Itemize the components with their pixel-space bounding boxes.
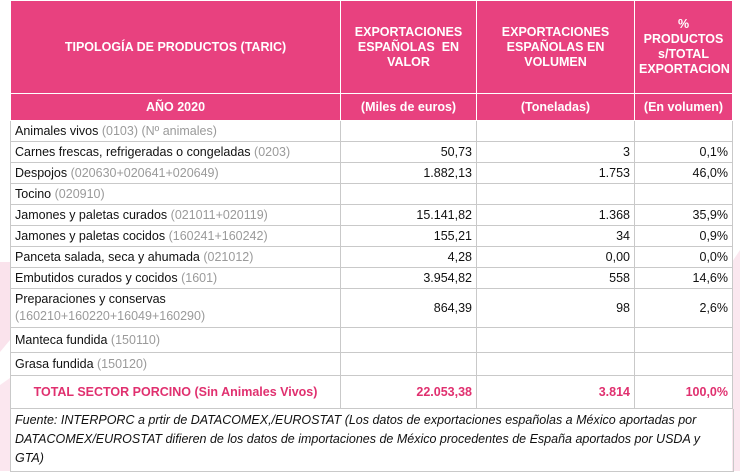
volume-cell [477, 353, 635, 376]
header-unit-value: (Miles de euros) [341, 94, 477, 121]
product-name: Manteca fundida [15, 333, 108, 347]
product-name: Panceta salada, seca y ahumada [15, 250, 200, 264]
volume-cell: 0,00 [477, 247, 635, 268]
volume-cell: 34 [477, 226, 635, 247]
table-row [11, 226, 733, 247]
table-row [11, 163, 733, 184]
product-name: Jamones y paletas cocidos [15, 229, 166, 243]
pct-cell: 46,0% [635, 163, 733, 184]
product-name: Preparaciones y conservas [15, 292, 166, 306]
table-row [11, 328, 733, 353]
value-cell: 155,21 [341, 226, 477, 247]
product-code: (150120) [97, 357, 148, 371]
volume-cell: 1.753 [477, 163, 635, 184]
pct-cell: 35,9% [635, 205, 733, 226]
pct-cell [635, 353, 733, 376]
total-pct: 100,0% [635, 376, 733, 409]
pct-cell: 14,6% [635, 268, 733, 289]
table-row [11, 268, 733, 289]
pct-cell: 0,0% [635, 247, 733, 268]
header-export-volume-line: ESPAÑOLAS EN [506, 39, 605, 54]
product-code: (160241+160242) [168, 229, 268, 243]
header-product-type: TIPOLOGÍA DE PRODUCTOS (TARIC) [11, 1, 341, 94]
pct-cell [635, 121, 733, 142]
header-row [11, 1, 733, 94]
header-percent [635, 1, 733, 94]
value-cell: 3.954,82 [341, 268, 477, 289]
product-cell [11, 268, 341, 289]
product-cell [11, 205, 341, 226]
header-export-value [341, 1, 477, 94]
pct-cell [635, 184, 733, 205]
product-cell [11, 226, 341, 247]
source-note: Fuente: INTERPORC a prtir de DATACOMEX,/EUROSTAT (Los datos de exportaciones españolas a México aportadas por DATACOMEX/EUROSTAT difieren de los datos de importaciones de México procedentes de España aportados por USDA y GTA) [10, 409, 734, 472]
product-code: (020910) [54, 187, 105, 201]
table-row [11, 205, 733, 226]
header-export-value-line: VALOR [387, 54, 430, 69]
volume-cell: 3 [477, 142, 635, 163]
header-year: AÑO 2020 [11, 94, 341, 121]
product-code: (150110) [110, 333, 161, 347]
header-export-volume-line: EXPORTACIONES [501, 24, 610, 39]
product-cell [11, 328, 341, 353]
product-cell [11, 247, 341, 268]
header-percent-line: PRODUCTOS [643, 32, 724, 46]
total-volume: 3.814 [477, 376, 635, 409]
value-cell: 50,73 [341, 142, 477, 163]
product-cell [11, 289, 341, 328]
value-cell [341, 121, 477, 142]
volume-cell: 558 [477, 268, 635, 289]
header-percent-line: s/TOTAL [658, 47, 709, 61]
pct-cell: 0,9% [635, 226, 733, 247]
product-code: (0203) [254, 145, 291, 159]
header-export-value-line: EXPORTACIONES [354, 24, 463, 39]
product-name: Carnes frescas, refrigeradas o congeladas [15, 145, 251, 159]
product-cell [11, 121, 341, 142]
header-unit-volume: (Toneladas) [477, 94, 635, 121]
subheader-row [11, 94, 733, 121]
pct-cell: 2,6% [635, 289, 733, 328]
product-code: (1601) [181, 271, 218, 285]
export-table [10, 0, 733, 409]
table-row [11, 184, 733, 205]
header-export-volume [477, 1, 635, 94]
total-row [11, 376, 733, 409]
product-code: (160210+160220+16049+160290) [15, 309, 206, 323]
volume-cell: 1.368 [477, 205, 635, 226]
table-row [11, 289, 733, 328]
value-cell [341, 328, 477, 353]
volume-cell [477, 328, 635, 353]
pct-cell [635, 328, 733, 353]
product-code: (0103) (Nº animales) [101, 124, 217, 138]
header-percent-line: % [677, 17, 690, 31]
product-cell [11, 353, 341, 376]
product-name: Grasa fundida [15, 357, 94, 371]
table-row [11, 247, 733, 268]
value-cell: 15.141,82 [341, 205, 477, 226]
total-label: TOTAL SECTOR PORCINO (Sin Animales Vivos) [11, 376, 341, 409]
product-cell [11, 142, 341, 163]
product-code: (021012) [203, 250, 254, 264]
product-name: Tocino [15, 187, 52, 201]
header-percent-line: EXPORTACION [639, 62, 730, 76]
product-code: (020630+020641+020649) [70, 166, 219, 180]
export-table-container [10, 0, 732, 472]
product-name: Jamones y paletas curados [15, 208, 168, 222]
header-export-value-line: ESPAÑOLAS EN [357, 39, 460, 54]
pct-cell: 0,1% [635, 142, 733, 163]
value-cell: 1.882,13 [341, 163, 477, 184]
product-name: Embutidos curados y cocidos [15, 271, 178, 285]
total-value: 22.053,38 [341, 376, 477, 409]
header-export-volume-line: VOLUMEN [524, 54, 587, 69]
volume-cell [477, 184, 635, 205]
value-cell [341, 353, 477, 376]
table-row [11, 121, 733, 142]
product-code: (021011+020119) [170, 208, 268, 222]
product-cell [11, 184, 341, 205]
header-unit-pct: (En volumen) [635, 94, 733, 121]
value-cell [341, 184, 477, 205]
product-name: Despojos [15, 166, 68, 180]
product-name: Animales vivos [15, 124, 99, 138]
table-row [11, 353, 733, 376]
value-cell: 864,39 [341, 289, 477, 328]
product-cell [11, 163, 341, 184]
volume-cell [477, 121, 635, 142]
value-cell: 4,28 [341, 247, 477, 268]
table-row [11, 142, 733, 163]
volume-cell: 98 [477, 289, 635, 328]
